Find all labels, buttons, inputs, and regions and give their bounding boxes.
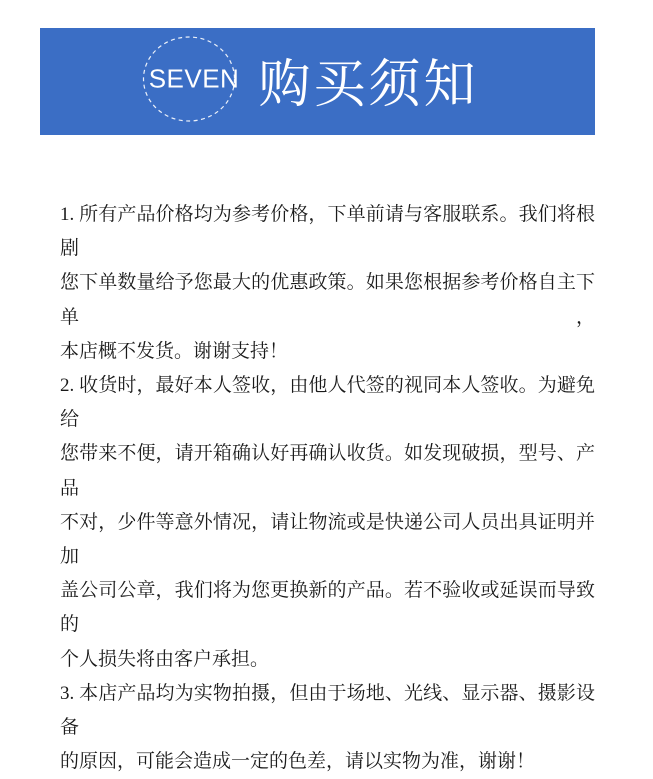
page-title: 购买须知 (258, 57, 479, 114)
brand-name: SEVEN (148, 63, 240, 94)
notice-line: 本店概不发货。谢谢支持！ (60, 340, 289, 362)
notice-line: 盖公司公章，我们将为您更换新的产品。若不验收或延误而导致的 (60, 580, 595, 636)
seven-logo-badge (142, 35, 240, 123)
notice-text-block (60, 198, 595, 779)
notice-line: 不对，少件等意外情况，请让物流或是快递公司人员出具证明并加 (60, 511, 595, 568)
notice-line: 您下单数量给予您最大的优惠政策。如果您根据参考价格自主下单， (60, 272, 595, 328)
notice-line: 3. 本店产品均为实物拍摄，但由于场地、光线、显示器、摄影设备 (60, 682, 595, 739)
notice-line: 2. 收货时，最好本人签收，由他人代签的视同本人签收。为避免给 (60, 375, 595, 431)
notice-line: 1. 所有产品价格均为参考价格，下单前请与客服联系。我们将根剧 (60, 204, 595, 260)
header-content (142, 40, 478, 123)
notice-line: 您带来不便，请开箱确认好再确认收货。如发现破损，型号、产品 (60, 443, 595, 499)
notice-line: 个人损失将由客户承担。 (60, 648, 270, 670)
header-banner (40, 28, 595, 135)
notice-line: 的原因，可能会造成一定的色差，请以实物为准，谢谢！ (60, 751, 536, 773)
